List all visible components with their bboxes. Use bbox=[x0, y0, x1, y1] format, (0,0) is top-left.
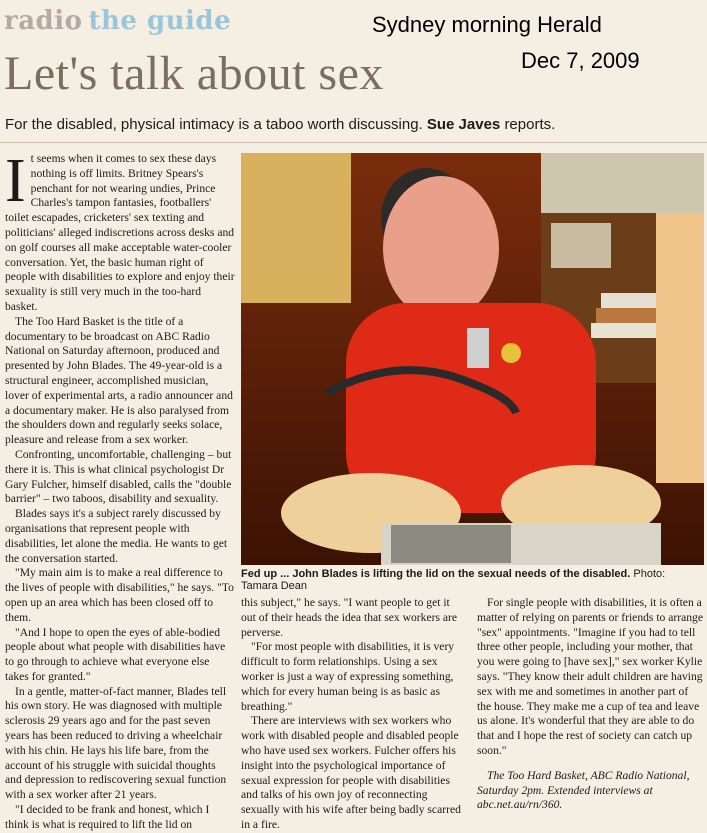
paragraph: "I decided to be frank and honest, which I think is what is required to lift the lid on bbox=[5, 803, 210, 831]
photo-credit: Photo: Tamara Dean bbox=[241, 568, 666, 592]
paragraph: "My main aim is to make a real difference to the lives of people with disabilities," he says. "To open up an area which has been closed off to them. bbox=[5, 566, 234, 624]
paragraph: In a gentle, matter-of-fact manner, Blades tell his own story. He was diagnosed with multiple sclerosis 29 years ago and for the past seven years has been reduced to driving a wheelchair with his chin. He lays his life bare, from the account of his struggle with suicidal thoughts and depression to rediscovering sexual function with a sex worker after 21 years. bbox=[5, 684, 227, 802]
paragraph: For single people with disabilities, it is often a matter of relying on parents or friends to arrange "sex" appointments. "Imagine if you had to tell three other people, including your mother, that you were going to [have sex]," sex worker Kylie says. "They know their adult children are having sex with me and sometimes in another part of the house. They make me a cup of tea and leave us alone. It's wonderful that they are able to do that and I hope the rest of society can catch up soon." bbox=[477, 596, 703, 757]
section-radio: radio bbox=[4, 6, 83, 36]
photo-caption bbox=[241, 568, 704, 592]
headline: Let's talk about sex bbox=[4, 47, 384, 100]
newspaper-source: Sydney morning Herald bbox=[372, 12, 602, 37]
section-the-guide: the guide bbox=[88, 6, 232, 36]
paragraph: "For most people with disabilities, it is very difficult to form relationships. Using a sex worker is just a way of expressing something, which for every human being is as basic as breathing." bbox=[241, 640, 455, 713]
standfirst-text: For the disabled, physical intimacy is a taboo worth discussing. bbox=[5, 116, 423, 133]
article-photo bbox=[241, 153, 704, 565]
standfirst-reports: reports. bbox=[504, 116, 556, 133]
paragraph: "And I hope to open the eyes of able-bodied people about what people with disabilities have to go through to achieve what everyone else takes for granted." bbox=[5, 625, 226, 683]
standfirst bbox=[5, 116, 555, 133]
paragraph: It seems when it comes to sex these days nothing is off limits. Britney Spears's penchant for not wearing undies, Prince Charles's tampon fantasies, footballers' toilet escapades, cricketers' sex texting and politicians' alleged indiscretions across desks and on golf courses all make acceptable water-cooler conversation. Yet, the basic human right of people with disabilities to explore and enjoy their sexuality is still very much in the too-hard basket. bbox=[5, 147, 235, 313]
paragraph: The Too Hard Basket is the title of a documentary to be broadcast on ABC Radio National on Saturday afternoon, produced and presented by John Blades. The 49-year-old is a structural engineer, accomplished musician, lover of experimental arts, a radio announcer and a documentary maker. He is also paralysed from the shoulders down and regularly seeks solace, pleasure and release from a sex worker. bbox=[5, 314, 233, 447]
photo-illustration bbox=[241, 153, 704, 565]
drop-cap: I bbox=[5, 147, 26, 215]
paragraph: Blades says it's a subject rarely discussed by organisations that represent people with disabilities, let alone the media. He wants to get the conversation started. bbox=[5, 507, 228, 565]
broadcast-info: The Too Hard Basket, ABC Radio National, Saturday 2pm. Extended interviews at abc.net.au/rn/360. bbox=[477, 768, 690, 812]
paragraph: this subject," he says. "I want people to get it out of their heads the idea that sex workers are perverse. bbox=[241, 596, 458, 639]
publication-date: Dec 7, 2009 bbox=[521, 48, 640, 73]
paragraph: Confronting, uncomfortable, challenging – but there it is. This is what clinical psychologist Dr Gary Fulcher, himself disabled, calls the "double barrier" – two taboos, disability and sexuality. bbox=[5, 447, 232, 506]
byline: Sue Javes bbox=[426, 116, 501, 133]
article-column-3 bbox=[477, 596, 703, 813]
caption-text: Fed up ... John Blades is lifting the lid on the sexual needs of the disabled. bbox=[241, 568, 631, 580]
header-rule bbox=[0, 142, 707, 143]
article-column-1 bbox=[5, 147, 235, 833]
section-header bbox=[0, 0, 707, 40]
section-tag bbox=[4, 6, 231, 36]
paragraph: There are interviews with sex workers who work with disabled people and disabled people who have used sex workers. Fulcher offers his insight into the psychological importance of sexual expression for people with disabilities and talks of his own joy of reconnecting sexually with his wife after being badly scarred in a fire. bbox=[241, 714, 461, 831]
article-column-2 bbox=[241, 596, 466, 833]
